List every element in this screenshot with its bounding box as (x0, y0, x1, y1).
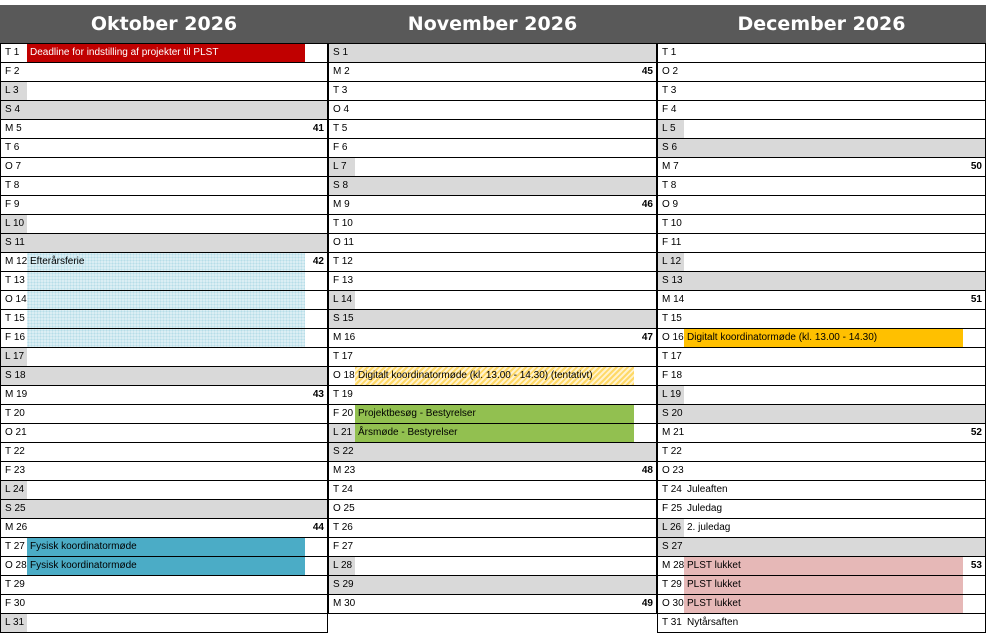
event-bar: Digitalt koordinatormøde (kl. 13.00 - 14.30) (tentativt) (355, 367, 634, 385)
day-label: T 3 (662, 85, 677, 96)
day-row (329, 176, 656, 195)
week-number: 45 (641, 66, 653, 77)
day-label: F 27 (333, 541, 354, 552)
day-row (658, 575, 985, 594)
day-label: L 3 (1, 82, 27, 100)
day-label: M 28 (662, 560, 685, 571)
day-label: F 20 (333, 408, 354, 419)
week-number: 50 (970, 161, 982, 172)
day-row (329, 81, 656, 100)
day-label: T 29 (5, 579, 25, 590)
day-label: S 20 (658, 405, 684, 423)
day-label: T 6 (5, 142, 20, 153)
day-row (658, 176, 985, 195)
day-row (329, 442, 656, 461)
day-label: T 17 (662, 351, 682, 362)
day-row (329, 518, 656, 537)
day-label: O 18 (333, 370, 355, 381)
day-label: O 11 (333, 237, 354, 248)
day-row (1, 442, 327, 461)
day-row (1, 404, 327, 423)
event-bar: Deadline for indstilling af projekter til PLST (27, 44, 305, 62)
week-number: 46 (641, 199, 653, 210)
day-row (658, 138, 985, 157)
day-label: F 30 (5, 598, 26, 609)
day-list (657, 43, 986, 633)
week-number: 49 (641, 598, 653, 609)
day-label: S 29 (329, 576, 355, 594)
day-label: T 3 (333, 85, 348, 96)
day-label: L 14 (329, 291, 355, 309)
day-label: T 15 (662, 313, 682, 324)
day-row (329, 62, 656, 81)
day-row (658, 423, 985, 442)
day-row (658, 157, 985, 176)
day-row (658, 442, 985, 461)
day-row (658, 537, 985, 556)
day-label: S 11 (1, 234, 27, 252)
day-label: M 14 (662, 294, 685, 305)
day-label: M 7 (662, 161, 679, 172)
day-row (1, 556, 327, 575)
week-number: 43 (312, 389, 324, 400)
day-row (1, 366, 327, 385)
day-row (329, 233, 656, 252)
day-row (329, 480, 656, 499)
day-row (329, 575, 656, 594)
day-row (1, 119, 327, 138)
week-number: 42 (312, 256, 324, 267)
day-label: L 31 (1, 614, 27, 632)
day-row (1, 233, 327, 252)
day-row (658, 309, 985, 328)
day-label: O 2 (662, 66, 679, 77)
day-label: T 31 (662, 617, 682, 628)
day-label: M 9 (333, 199, 350, 210)
day-row (1, 271, 327, 290)
day-label: S 1 (329, 44, 355, 62)
day-row (1, 290, 327, 309)
day-row (658, 385, 985, 404)
event-bar: Fysisk koordinatormøde (27, 538, 305, 556)
day-row (1, 347, 327, 366)
day-row (329, 537, 656, 556)
day-label: S 25 (1, 500, 27, 518)
day-row (329, 556, 656, 575)
day-row (329, 195, 656, 214)
day-label: S 15 (329, 310, 355, 328)
day-row (1, 461, 327, 480)
day-label: O 4 (333, 104, 350, 115)
month-title: Oktober 2026 (0, 5, 328, 43)
day-row (329, 499, 656, 518)
day-row (1, 537, 327, 556)
day-label: L 26 (658, 519, 684, 537)
day-row (658, 214, 985, 233)
day-label: T 24 (662, 484, 682, 495)
day-label: F 13 (333, 275, 354, 286)
week-number: 48 (641, 465, 653, 476)
day-row (658, 499, 985, 518)
day-label: T 15 (5, 313, 25, 324)
week-number: 53 (970, 560, 982, 571)
day-label: O 16 (662, 332, 684, 343)
day-label: T 29 (662, 579, 682, 590)
week-number: 41 (312, 123, 324, 134)
event-bar: Efterårsferie (27, 253, 305, 271)
day-label: O 7 (5, 161, 22, 172)
day-label: F 25 (662, 503, 683, 514)
day-label: F 23 (5, 465, 26, 476)
day-label: M 30 (333, 598, 356, 609)
day-row (329, 157, 656, 176)
event-bar: Årsmøde - Bestyrelser (355, 424, 634, 442)
day-row (658, 328, 985, 347)
day-row (658, 461, 985, 480)
day-label: T 24 (333, 484, 353, 495)
day-label: M 26 (5, 522, 28, 533)
day-label: O 14 (5, 294, 27, 305)
holiday-note: Juledag (687, 503, 723, 514)
day-row (658, 100, 985, 119)
day-label: T 10 (333, 218, 353, 229)
event-bar (27, 291, 305, 309)
day-row (1, 43, 327, 62)
day-list (0, 43, 328, 633)
day-label: T 26 (333, 522, 353, 533)
day-label: S 18 (1, 367, 27, 385)
day-row (658, 347, 985, 366)
month-december (657, 5, 986, 633)
day-row (658, 119, 985, 138)
day-row (329, 423, 656, 442)
day-label: O 9 (662, 199, 679, 210)
week-number: 44 (312, 522, 324, 533)
day-row (658, 290, 985, 309)
holiday-note: Juleaften (687, 484, 728, 495)
day-row (329, 309, 656, 328)
day-label: T 10 (662, 218, 682, 229)
day-row (329, 461, 656, 480)
day-label: M 16 (333, 332, 356, 343)
event-bar: Fysisk koordinatormøde (27, 557, 305, 575)
holiday-note: 2. juledag (687, 522, 731, 533)
day-row (1, 157, 327, 176)
day-label: M 2 (333, 66, 350, 77)
day-label: F 2 (5, 66, 20, 77)
day-label: L 12 (658, 253, 684, 271)
day-row (658, 613, 985, 632)
month-october (0, 5, 328, 633)
day-label: L 19 (658, 386, 684, 404)
day-label: L 24 (1, 481, 27, 499)
day-label: T 17 (333, 351, 353, 362)
day-label: O 30 (662, 598, 684, 609)
event-bar: PLST lukket (684, 595, 963, 613)
day-label: F 16 (5, 332, 26, 343)
day-row (1, 309, 327, 328)
day-row (658, 195, 985, 214)
day-label: T 22 (5, 446, 25, 457)
day-row (658, 233, 985, 252)
day-label: O 21 (5, 427, 27, 438)
holiday-note: Nytårsaften (687, 617, 739, 628)
day-row (1, 328, 327, 347)
day-row (1, 423, 327, 442)
day-row (1, 214, 327, 233)
day-label: T 27 (5, 541, 25, 552)
day-row (329, 252, 656, 271)
day-row (1, 81, 327, 100)
day-row (658, 366, 985, 385)
event-bar: Digitalt koordinatormøde (kl. 13.00 - 14.30) (684, 329, 963, 347)
day-label: O 23 (662, 465, 684, 476)
week-number: 52 (970, 427, 982, 438)
day-row (658, 62, 985, 81)
day-row (658, 404, 985, 423)
day-row (658, 271, 985, 290)
day-row (329, 594, 656, 613)
day-label: T 5 (333, 123, 348, 134)
day-row (658, 556, 985, 575)
week-number: 51 (970, 294, 982, 305)
day-label: T 20 (5, 408, 25, 419)
day-label: F 18 (662, 370, 683, 381)
day-row (658, 594, 985, 613)
day-label: M 19 (5, 389, 28, 400)
day-label: O 28 (5, 560, 27, 571)
day-label: T 12 (333, 256, 353, 267)
event-bar: Projektbesøg - Bestyrelser (355, 405, 634, 423)
day-row (329, 214, 656, 233)
day-list (328, 43, 657, 614)
day-label: L 5 (658, 120, 684, 138)
day-row (1, 575, 327, 594)
day-row (1, 62, 327, 81)
day-row (329, 119, 656, 138)
day-row (658, 252, 985, 271)
day-row (1, 100, 327, 119)
day-label: T 22 (662, 446, 682, 457)
day-label: F 4 (662, 104, 677, 115)
day-row (1, 176, 327, 195)
day-label: M 21 (662, 427, 685, 438)
month-november (328, 5, 657, 614)
month-title: December 2026 (657, 5, 986, 43)
day-label: S 8 (329, 177, 355, 195)
day-row (1, 252, 327, 271)
day-label: L 28 (329, 557, 355, 575)
day-label: M 5 (5, 123, 22, 134)
day-row (329, 271, 656, 290)
event-bar: PLST lukket (684, 557, 963, 575)
month-title: November 2026 (328, 5, 657, 43)
event-bar (27, 310, 305, 328)
day-row (329, 290, 656, 309)
day-label: M 12 (5, 256, 28, 267)
day-row (329, 43, 656, 62)
day-label: T 1 (5, 47, 20, 58)
day-row (1, 385, 327, 404)
day-row (329, 404, 656, 423)
day-row (329, 100, 656, 119)
day-label: O 25 (333, 503, 355, 514)
day-row (658, 81, 985, 100)
day-row (658, 43, 985, 62)
day-row (1, 138, 327, 157)
day-label: L 17 (1, 348, 27, 366)
day-label: S 13 (658, 272, 684, 290)
day-label: T 13 (5, 275, 25, 286)
day-row (1, 594, 327, 613)
day-label: S 27 (658, 538, 684, 556)
day-label: L 21 (329, 424, 355, 442)
day-row (1, 499, 327, 518)
day-label: F 6 (333, 142, 348, 153)
day-label: L 10 (1, 215, 27, 233)
day-label: T 8 (5, 180, 20, 191)
day-label: F 11 (662, 237, 682, 248)
week-number: 47 (641, 332, 653, 343)
day-row (1, 480, 327, 499)
day-row (1, 195, 327, 214)
day-row (1, 518, 327, 537)
day-label: T 19 (333, 389, 353, 400)
event-bar: PLST lukket (684, 576, 963, 594)
day-row (329, 138, 656, 157)
day-label: S 4 (1, 101, 27, 119)
day-row (658, 518, 985, 537)
day-label: L 7 (329, 158, 355, 176)
day-label: T 8 (662, 180, 677, 191)
day-row (329, 328, 656, 347)
event-bar (27, 329, 305, 347)
day-row (658, 480, 985, 499)
day-label: F 9 (5, 199, 20, 210)
day-row (329, 366, 656, 385)
day-label: S 22 (329, 443, 355, 461)
day-row (1, 613, 327, 632)
day-label: T 1 (662, 47, 677, 58)
day-label: S 6 (658, 139, 684, 157)
day-row (329, 347, 656, 366)
day-label: M 23 (333, 465, 356, 476)
day-row (329, 385, 656, 404)
event-bar (27, 272, 305, 290)
